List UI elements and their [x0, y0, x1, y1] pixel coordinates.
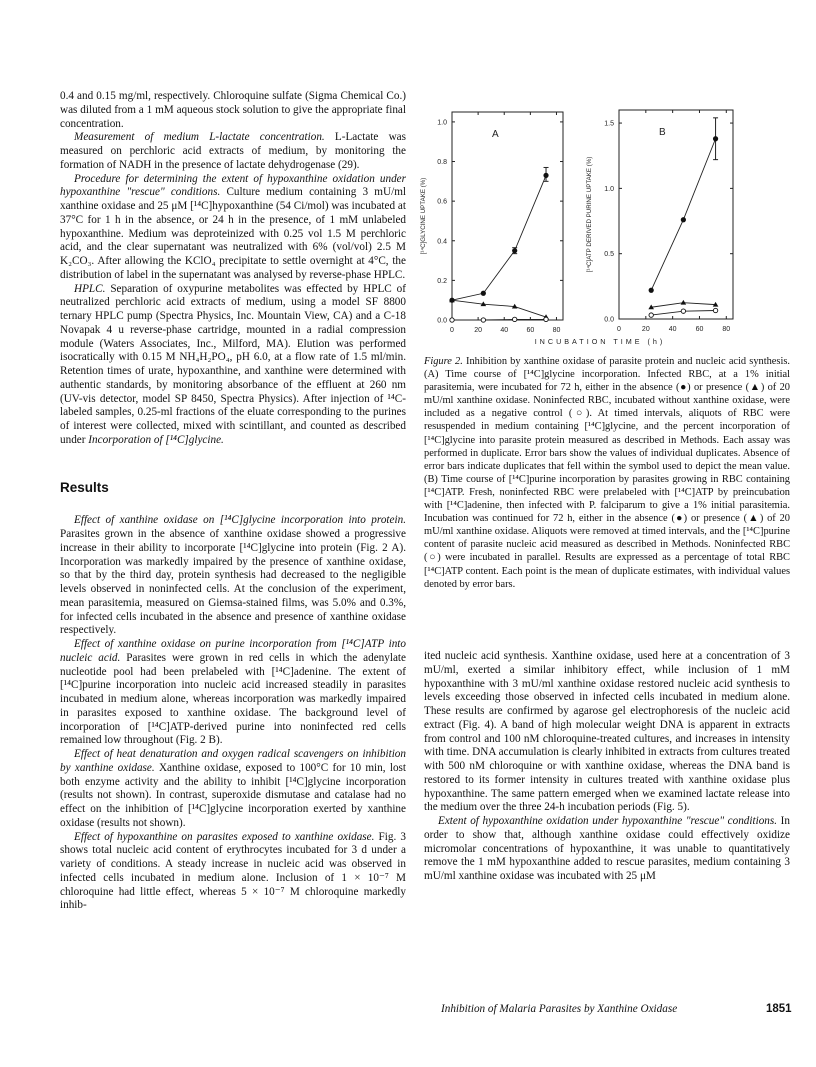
x-tick-label: 60 — [695, 326, 704, 333]
caption-lead: Figure 2. — [424, 356, 463, 367]
caption-body: Inhibition by xanthine oxidase of parasite protein and nucleic acid synthesis. (A) Time course of [¹⁴C]glycine incorporation. Infected RBC, at a 1% initial parasitemia, were incubated for 72 h, either in the absence (●) or presence (▲) of 20 mU/ml xanthine oxidase. Noninfected RBC, incubated without xanthine oxidase, were included as a negative control (○). At timed intervals, aliquots of RBC were resuspended in medium containing [¹⁴C]glycine, and the percent incorporation of [¹⁴C]glycine into parasite protein measured as described in Methods. Each assay was performed in duplicate. Error bars show the values of individual duplicates. Absence of error bars indicate duplicates that fell within the symbol used to depict the mean value. (B) Time course of [¹⁴C]purine incorporation by parasites growing in RBC containing [¹⁴C]ATP. Fresh, noninfected RBC were prelabeled with [¹⁴C]ATP by preincubation with [¹⁴C]adenine, then infected with P. falciparum to give a 1% initial parasitemia. Incubation was continued for 72 h, either in the absence (●) or presence (▲) of 20 mU/ml xanthine oxidase. Aliquots were removed at timed intervals, and the [¹⁴C]purine content of parasite nucleic acid measured as described in Methods. Noninfected RBC (○) were incubated in parallel. Results are expressed as a percentage of total RBC [¹⁴C]ATP content. Each point is the mean of duplicate estimates, with individual values denoted by error bars. — [424, 356, 790, 590]
y-tick-label: 0.2 — [437, 277, 447, 285]
paragraph-body: Parasites grown in the absence of xanthine oxidase showed a progressive increase in their ability to incorporate [¹⁴C]glycine into protein (Fig. 2 A). Incorporation was markedly impaired by the presence of xanthine oxidase, so that by the third day, protein synthesis had decreased to the negligible levels observed in noninfected cells. At the conclusion of the experiment, mean parasitemia, measured on Giemsa-stained films, was 5.0% and 0.3%, for infected cells incubated in the absence and presence of xanthine oxidase respectively. — [60, 528, 406, 637]
paragraph-lead: Extent of hypoxanthine oxidation under hypoxanthine "rescue" conditions. — [438, 815, 778, 827]
paragraph-lead: HPLC. — [74, 282, 106, 295]
x-tick-label: 80 — [552, 327, 561, 334]
series-filled-triangle — [648, 300, 718, 309]
y-tick-label: 0.0 — [604, 316, 614, 324]
data-point — [681, 300, 687, 305]
section-heading-results: Results — [60, 479, 109, 495]
series-filled-circle — [649, 118, 719, 293]
y-tick-label: 0.5 — [604, 251, 614, 259]
y-tick-label: 0.6 — [437, 198, 447, 206]
y-tick-label: 0.0 — [437, 317, 447, 325]
y-tick-label: 1.0 — [604, 185, 614, 193]
x-tick-label: 20 — [641, 326, 650, 333]
paragraph-body: Fig. 3 shows total nucleic acid content of erythrocytes incubated for 3 d under a variety of conditions. A steady increase in nucleic acid was observed in infected cells incubated in medium alone. Inclusion of 1 × 10⁻⁷ M chloroquine had little effect, whereas 5 × 10⁻⁷ M chloroquine markedly inhib- — [60, 830, 406, 912]
data-point — [481, 318, 485, 322]
series-open-circle — [649, 308, 718, 317]
series-line — [452, 175, 546, 300]
x-tick-label: 80 — [722, 326, 731, 333]
paragraph-body: In order to show that, although xanthine oxidase could effectively oxidize micromolar concentrations of hypoxanthine, it was unable to quantitatively remove the 1 mM hypoxanthine added to rescue parasites, medium containing 3 mU/ml xanthine oxidase was incubated with 25 μM — [424, 815, 790, 882]
x-tick-label: 0 — [450, 327, 454, 334]
y-tick-label: 1.0 — [437, 119, 447, 127]
paragraph — [424, 815, 790, 884]
data-point — [649, 313, 653, 317]
paragraph-lead: Effect of xanthine oxidase on purine incorporation from [¹⁴C]ATP into nucleic acid. — [60, 638, 406, 664]
x-tick-label: 20 — [474, 327, 483, 334]
y-tick-label: 0.8 — [437, 159, 447, 167]
paragraph-body: L-Lactate was measured on perchloric acid extracts of medium, by monitoring the formation of NADH in the presence of lactate dehydrogenase (29). — [60, 131, 406, 171]
paragraph-lead: Effect of heat denaturation and oxygen radical scavengers on inhibition by xanthine oxidase. — [60, 748, 406, 774]
plot-frame — [452, 112, 563, 320]
paragraph-body: Xanthine oxidase, exposed to 100°C for 10 min, lost both enzyme activity and the ability to inhibit [¹⁴C]glycine incorporation (results not shown). In contrast, superoxide dismutase and catalase had no effect on the inhibition of [¹⁴C]glycine incorporation exerted by xanthine oxidase (results not shown). — [60, 761, 406, 829]
paragraph-body: Separation of oxypurine metabolites was effected by HPLC of neutralized perchloric acid extracts of medium, using a model SF 8800 ternary HPLC pump (Spectra Physics, Inc. Mountain View, CA) and a C-18 Novapak 4 u reverse-phase cartridge, mounted in a radial compression module (Waters Associates, Inc., Milford, MA). Elution was performed isocratically with 0.15 M NH₄H₂PO₄, pH 6.0, at a flow rate of 1.5 ml/min. Retention times of urate, hypoxanthine, and xanthine were determined with authentic standards, by monitoring absorbance of the effluent at 260 nm (UV-vis detector, model SP 8450, Spectra Physics). After injection of ¹⁴C-labeled samples, 0.25-ml fractions of the eluate corresponding to the purines of interest were collected, mixed with scintillant, and counted as described under — [60, 282, 406, 446]
x-tick-label: 40 — [668, 326, 677, 333]
running-title: Inhibition of Malaria Parasites by Xanthine Oxidase — [441, 1003, 678, 1015]
page-number: 1851 — [766, 1003, 792, 1015]
paragraph-lead: Effect of hypoxanthine on parasites exposed to xanthine oxidase. — [74, 830, 375, 843]
paragraph-lead: Measurement of medium L-lactate concentration. — [74, 131, 325, 144]
series-line — [651, 139, 715, 291]
data-point — [681, 309, 685, 313]
data-point — [713, 136, 718, 141]
paragraph — [60, 90, 406, 131]
paragraph — [60, 638, 406, 748]
x-tick-label: 60 — [526, 327, 535, 334]
data-point — [713, 308, 717, 312]
data-point — [544, 317, 548, 321]
data-point — [681, 217, 686, 222]
paragraph-body: ited nucleic acid synthesis. Xanthine oxidase, used here at a concentration of 3 mU/ml, exerted a similar inhibitory effect, while inclusion of 1 mM hypoxanthine with 3 mU/ml xanthine oxidase restored nucleic acid synthesis to levels exceeding those observed in infected cells incubated in medium alone. These results are confirmed by agarose gel electrophoresis of the nucleic acid extract (Fig. 4). A band of high molecular weight DNA is apparent in extracts from control and 100 nM chloroquine-treated cultures, and increases in intensity with time. DNA accumulation is clearly inhibited in extracts from cultures treated with 500 nM chloroquine or with xanthine oxidase, whereas the DNA band is restored to its former intensity in cultures treated with xanthine oxidase plus hypoxanthine. The same pattern emerged when we examined lactate release into the medium over the three 24-h incubation periods (Fig. 5). — [424, 650, 790, 814]
data-point — [512, 248, 517, 253]
paragraph-body: 0.4 and 0.15 mg/ml, respectively. Chloroquine sulfate (Sigma Chemical Co.) was diluted from a 1 mM aqueous stock solution to give the appropriate final concentration. — [60, 90, 406, 130]
x-tick-label: 40 — [500, 327, 509, 334]
right-column — [424, 650, 790, 884]
paragraph — [60, 131, 406, 172]
y-axis-label: [¹⁴C]ATP DERIVED PURINE UPTAKE (%) — [586, 156, 593, 273]
paragraph — [60, 514, 406, 638]
paragraph-body: Culture medium containing 3 mU/ml xanthine oxidase and 25 μM [¹⁴C]hypoxanthine (54 Ci/mol) was incubated at 37°C for 1 h in the absence, or 24 h in the presence, of 1 mM unlabeled hypoxanthine. Medium was deproteinized with 0.25 vol 1.5 M perchloric acid, and the clear supernatant was neutralized with 6% (vol/vol) 2.5 M K₂CO₃. After allowing the KClO₄ precipitate to settle overnight at 4°C, the distribution of label in the supernatant was analysed by reverse-phase HPLC. — [60, 186, 406, 281]
y-tick-label: 1.5 — [604, 120, 614, 128]
paragraph — [60, 831, 406, 914]
y-axis-label: [¹⁴C]GLYCINE UPTAKE (%) — [420, 177, 427, 255]
data-point — [649, 288, 654, 293]
paragraph-body: Parasites were grown in red cells in which the adenylate nucleotide pool had been prelabeled with [¹⁴C]adenine. The extent of [¹⁴C]purine incorporation into nucleic acid increased steadily in parasites incubated in medium alone, whereas incorporation was markedly impaired in parasites exposed to xanthine oxidase. The background level of incorporation of [¹⁴C]ATP-derived purine into noninfected red cells remained low throughout (Fig. 2 B). — [60, 651, 406, 747]
y-tick-label: 0.4 — [437, 238, 447, 246]
figure-2-chart — [410, 100, 790, 350]
data-point — [481, 291, 486, 296]
series-open-circle — [450, 317, 548, 322]
series-filled-triangle — [449, 297, 549, 319]
x-tick-label: 0 — [617, 326, 621, 333]
paragraph-lead: Effect of xanthine oxidase on [¹⁴C]glycine incorporation into protein. — [74, 514, 406, 527]
data-point — [450, 318, 454, 322]
paragraph — [60, 173, 406, 283]
left-column — [60, 90, 406, 913]
panel-a — [420, 112, 563, 334]
series-line — [452, 300, 546, 317]
data-point — [512, 317, 516, 321]
paragraph — [60, 748, 406, 831]
paragraph — [60, 283, 406, 448]
x-axis-label: INCUBATION TIME (h) — [534, 337, 666, 346]
panel-label: A — [492, 129, 499, 140]
paragraph-tail: Incorporation of [¹⁴C]glycine. — [88, 433, 224, 446]
data-point — [543, 173, 548, 178]
series-filled-circle — [449, 167, 548, 302]
panel-b — [586, 110, 733, 333]
paragraph-lead: Procedure for determining the extent of hypoxanthine oxidation under hypoxanthine "rescue" conditions. — [60, 172, 406, 199]
panel-label: B — [659, 127, 666, 138]
paragraph — [424, 650, 790, 815]
figure-caption — [424, 355, 790, 591]
